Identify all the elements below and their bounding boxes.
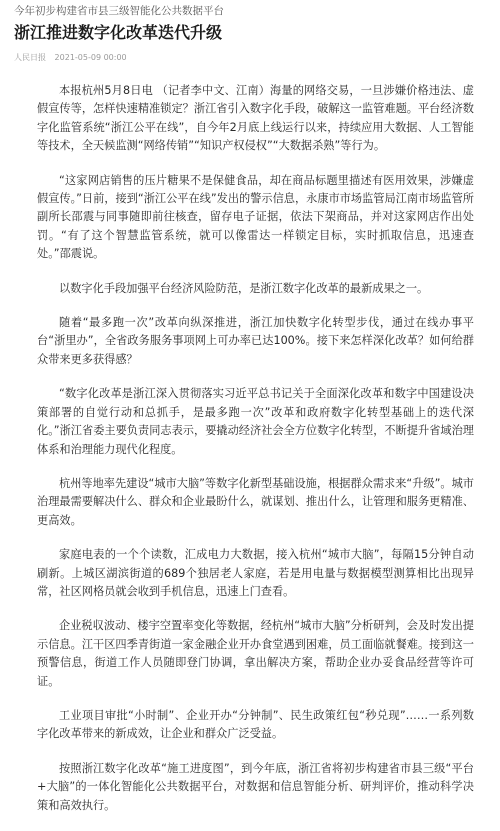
paragraph: 随着“最多跑一次”改革向纵深推进，浙江加快数字化转型步伐，通过在线办事平台“浙里办”，全省政务服务事项网上可办率已达100%。接下来怎样深化改革？如何给群众带来更多获得感？ [37, 316, 474, 366]
paragraph: “这家网店销售的压片糖果不是保健食品，却在商品标题里描述有医用效果，涉嫌虚假宣传。”日前，接到“浙江公平在线”发出的警示信息，永康市市场监管局江南市场监管所副所长邵震与同事随即前往核查，留存电子证据，依法下架商品，并对这家网店作出处罚。“有了这个智慧监管系统，就可以像雷达一样锁定目标，实时抓取信息，迅速查处。”邵震说。 [37, 173, 474, 261]
article-source: 人民日报 [14, 53, 46, 62]
article-date: 2021-05-09 00:00 [54, 53, 127, 62]
paragraph: 企业税収波动、楼宇空置率变化等数据，经杭州“城市大脑”分析研判，会及时发出提示信息。江干区四季青街道一家金融企业开办食堂遇到困难，员工面临就餐难。接到这一预警信息，街道工作人员随即登门协调，拿出解决方案，帮助企业办妥食品经营等许可证。 [37, 619, 474, 688]
paragraph: 本报杭州5月8日电 （记者李中文、江南）海量的网络交易，一旦涉嫌价格违法、虚假宣传等，怎样快速精准锁定？浙江省引入数字化手段，破解这一监管难题。平台经济数字化监管系统“浙江公平在线”，自今年2月底上线运行以来，持续应用大数据、人工智能等技术，全天候监测“网络传销”“知识产权侵权”“大数据杀熟”等行为。 [37, 84, 474, 153]
article-meta [14, 52, 127, 63]
paragraph: 杭州等地率先建设“城市大脑”等数字化新型基础设施，根据群众需求来“升级”。城市治理最需要解决什么、群众和企业最盼什么，就谋划、推出什么，让管理和服务更精准、更高效。 [37, 476, 474, 527]
article-title: 浙江推进数字化改革迭代升级 [14, 23, 223, 42]
paragraph: 以数字化手段加强平台经济风险防范，是浙江数字化改革的最新成果之一。 [59, 281, 429, 295]
paragraph: 按照浙江数字化改革“施工进度图”，到今年底，浙江省将初步构建省市县三级“平台+大脑”的一体化智能化公共数据平台，对数据和信息智能分析、研判评价，推动科学决策和高效执行。 [37, 761, 474, 812]
article-tagline: 今年初步构建省市县三级智能化公共数据平台 [14, 5, 224, 17]
paragraph: 工业项目审批“小时制”、企业开办“分钟制”、民生政策红包“秒兑现”……一系列数字化改革带来的新成效，让企业和群众广泛受益。 [37, 708, 474, 741]
article-body [37, 82, 474, 831]
paragraph: 家庭电表的一个个读数，汇成电力大数据，接入杭州“城市大脑”，每隔15分钟自动刷新。上城区湖滨街道的689个独居老人家庭，若是用电量与数据模型测算相比出现异常，社区网格员就会收到手机信息，迅速上门查看。 [37, 548, 474, 598]
paragraph: “数字化改革是浙江深入贯彻落实习近平总书记关于全面深化改革和数字中国建设决策部署的自觉行动和总抓手，是最多跑一次”改革和政府数字化转型基础上的迭代深化。”浙江省委主要负责同志表示，要撬动经济社会全方位数字化转型，不断提升省域治理体系和治理能力现代化程度。 [37, 387, 474, 456]
